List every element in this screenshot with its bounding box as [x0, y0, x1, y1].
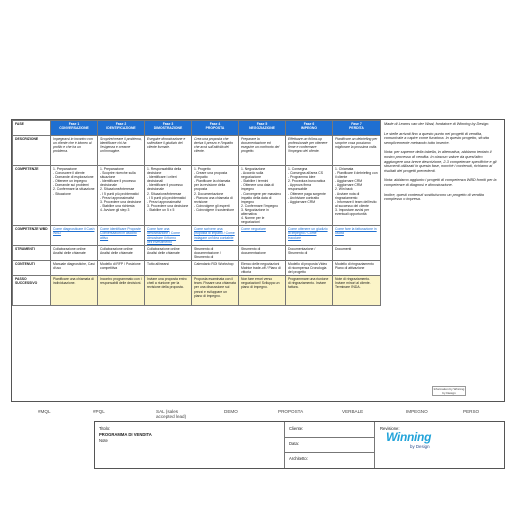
row-header: PASSO SUCCESSIVO [13, 276, 51, 306]
table-row [13, 136, 381, 166]
list-item: - Convergere per massimo impatto della data di impegno [241, 191, 282, 204]
table-cell: Collaborazione online Analisi delle chiamate [51, 245, 98, 260]
wbd-link[interactable]: Come diagnosticare il Cash WBD [51, 226, 98, 245]
table-cell [145, 166, 192, 226]
table-cell: Impegnarsi in incontro con un cliente che è idoneo al profilo e che ha un problema. [51, 136, 98, 166]
list-item: - Conoscere il cliente [53, 171, 85, 176]
list-item: - Accordo sulla negoziazione [241, 171, 264, 180]
phase-number: Fase 2 [115, 122, 127, 126]
sales-program-sheet [11, 119, 505, 402]
phase-number: Fase 3 [162, 122, 174, 126]
list-item: 1. Consegna [288, 167, 308, 171]
table-cell: Effettuare un follow-up professionale per ottenere firme e confermare l'impegno del cliente. [286, 136, 333, 166]
phase-number: Fase 1 [68, 122, 80, 126]
list-item: - Aggiornare CRM [288, 199, 316, 204]
list-item: - Situazione [53, 191, 71, 196]
title-label: Titolo: [99, 426, 111, 431]
table-cell: Non fare errori verso negoziazioni! Sviluppa un piano di impegno. [239, 276, 286, 306]
list-item: - Stabilire i termini [241, 179, 269, 184]
table-cell [286, 166, 333, 226]
table-row [13, 226, 381, 245]
list-item: - Pianura una chiamata di revisione [194, 195, 233, 204]
list-item: - Prezzi approssimativi [100, 195, 135, 200]
row-header: FASE [13, 121, 51, 136]
sales-stage-table [12, 120, 381, 306]
table-cell: Modello di RFP / Posizione competitiva [98, 260, 145, 275]
phase-header [239, 121, 286, 136]
list-item: 2. Documentazione [194, 191, 224, 196]
list-item: 1. Progetto [194, 167, 211, 171]
row-header: DESCRIZIONE [13, 136, 51, 166]
row-header: STRUMENTI [13, 245, 51, 260]
table-cell: Incontro programmato con i responsabili delle decisioni. [98, 276, 145, 306]
stage-marker: DEMO [224, 409, 238, 414]
list-item: 4. Norme per le negoziazioni [241, 216, 265, 225]
list-item: 1. Negoziazione [241, 167, 266, 171]
table-cell: Strumento di documentazione / Strumento di [192, 245, 239, 260]
phase-name: PERDITA [349, 126, 364, 131]
list-item: - Avviare nota di ringraziamento [335, 191, 360, 200]
table-cell [51, 166, 98, 226]
list-item: - Programma Idee [288, 175, 316, 180]
list-item: - Ottenere paga sorgente [288, 191, 326, 196]
list-item: - Prezzi approssimativi [147, 199, 182, 204]
table-cell: Modello di ringraziamento Piano di attivazione [333, 260, 381, 275]
stage-marker: #MQL [38, 409, 51, 414]
stage-marker: PERSO [463, 409, 480, 414]
row-header: COMPETENZE WBD [13, 226, 51, 245]
list-item: - Pianificare la chiamata per la revisione della proposta [194, 179, 231, 192]
table-cell: Note di ringraziamento. Inviare minori al cliente. Terminare l'NDA. [333, 276, 381, 306]
phase-header [192, 121, 239, 136]
table-cell: Strumento di documentazione [239, 245, 286, 260]
list-item: 2. Win back [335, 187, 353, 192]
divider [285, 452, 375, 453]
list-item: 2. Confermare la situazione [53, 187, 95, 192]
table-cell [192, 166, 239, 226]
sidebar-note: Le stelle arrivati fino a questo punto nei progetti di vendita, comunicale a capire come funziona. In questo progetto, sfrutta semplicemente metrando tutto inserire. [384, 131, 489, 145]
phase-number: Fase 6 [303, 122, 315, 126]
stage-marker: IMPEGNO [406, 409, 428, 414]
date-label: Data: [289, 441, 300, 446]
table-row [13, 260, 381, 275]
table-cell: Documentazione / Strumento di [286, 245, 333, 260]
phase-header [286, 121, 333, 136]
phase-number: Fase 4 [209, 122, 221, 126]
list-item: - Informare il team dell'esito al successo del cliente [335, 199, 377, 208]
table-cell: Proposta esaminata con il team. Fissare una chiamata per una discussione sui prezzi e sviluppare un piano di impegno. [192, 276, 239, 306]
table-cell: Collaborazione online Analisi delle chiamate [145, 245, 192, 260]
stage-marker: VERBALE [342, 409, 364, 414]
list-item: - Identificare i criteri decisionali [147, 175, 177, 184]
table-cell [333, 166, 381, 226]
table-cell: Manuale diagnostiche, Casi d'uso [51, 260, 98, 275]
phase-header [145, 121, 192, 136]
stage-marker: PROPOSTA [278, 409, 304, 414]
wbd-link[interactable]: Come ottenere un giudizio di impegno / Come tracciare [286, 226, 333, 245]
table-row [13, 166, 381, 226]
table-cell: Calendario ROI Workshop [192, 260, 239, 275]
phase-number: Fase 5 [256, 122, 268, 126]
client-label: Cliente: [289, 426, 304, 431]
table-row [13, 245, 381, 260]
info-badge: Information by Winning by Design [433, 387, 465, 395]
wbd-link[interactable]: Come fare una dimostrazione / Come dimostrare il ritorno dell'investimento [145, 226, 192, 245]
sidebar-note: Inoltre, questi contenuti sostituiscono un progetto di vendita complesso o impresa. [384, 192, 484, 202]
phase-name: PROPOSTA [205, 126, 225, 131]
list-item: 2. Situazione/interesse [147, 191, 182, 196]
list-item: - Ottenere una data di impegno [241, 183, 274, 192]
stage-marker: SAL (sales accepted lead) [156, 409, 187, 419]
table-cell: Scoprire/creare il problema, identificare chi ha l'esigenza e crearne un'immagine. [98, 136, 145, 166]
table-cell: Programmare una riunione di ringraziamento. Inviare fattura. [286, 276, 333, 306]
list-item: 2. Procedura burocratica [288, 179, 326, 184]
note-label: Note [99, 438, 108, 443]
list-item: - Aggiornare CRM [335, 183, 363, 188]
title-value: PROGRAMMA DI VENDITA [99, 432, 152, 437]
title-block [94, 421, 505, 469]
list-item: - Coinvolgere gli esperti [194, 203, 230, 208]
list-item: - Creare una proposta d'impatto [194, 171, 228, 180]
stage-markers [38, 409, 478, 417]
list-item: 2. Situazione/interesse [100, 187, 135, 192]
row-header: COMPETENZE [13, 166, 51, 226]
list-item: - Ottenere un impegno [53, 179, 87, 184]
list-item: - Aggiornare CRM [335, 179, 363, 184]
list-item: - Scoprire ricerche sulla situazione [100, 171, 136, 180]
sidebar-notes [384, 122, 502, 207]
phase-name: IMPEGNO [300, 126, 317, 131]
wbd-link[interactable]: Come scrivere una proposta di impatto / Come indagare un'idea contabile [192, 226, 239, 245]
table-cell: Crea una proposta che deriva il prezzo e l'impatto che avrà sull'attività del cliente. [192, 136, 239, 166]
wbd-link[interactable]: Come negoziare [239, 226, 286, 245]
list-item: 1. Responsabilità della decisione [147, 167, 182, 176]
wbd-link[interactable]: Come identificare Proposte Conversazioni in ascolto attivo [98, 226, 145, 245]
table-cell: Inviare una proposta entro cheil a riunione per la revisione della proposta. [145, 276, 192, 306]
logo-subtitle: by Design [410, 444, 430, 449]
table-cell: Preparare la documentazione ed eseguire un confronto del progetto. [239, 136, 286, 166]
divider [285, 437, 375, 438]
table-row [13, 121, 381, 136]
row-header: CONTENUTI [13, 260, 51, 275]
table-cell: Elenco delle negoziazioni Matrice trade-off / Piano di vittoria [239, 260, 286, 275]
table-cell: Documenti [333, 245, 381, 260]
phase-header [51, 121, 98, 136]
list-item: - Identificare il processo decisionale [100, 179, 136, 188]
list-item: - Pianificare il debriefing con il cliente [335, 171, 378, 180]
list-item: - Archiviare contratto [288, 195, 320, 200]
list-item: 3. Procedere una decisione [100, 199, 142, 204]
list-item: 1. Chiamata [335, 167, 354, 171]
architect-label: Architetto: [289, 456, 308, 461]
phase-name: IDENTIFICAZIONE [106, 126, 136, 131]
revision-label: Revisione: [380, 426, 400, 431]
wbd-link[interactable]: Come fare la fatturazione in uscita [333, 226, 381, 245]
table-cell: Collaborazione online Analisi delle chiamate [98, 245, 145, 260]
list-item: 3. Negoziazione in alternativa [241, 207, 269, 217]
list-item: - Domande di esplorazione [53, 175, 94, 180]
phase-name: NEGOZIAZIONE [249, 126, 275, 131]
table-row [13, 276, 381, 306]
table-cell: Modello di proposta Video di ricompensa Cronologia del progetto [286, 260, 333, 275]
phase-name: CONVERSAZIONE [59, 126, 89, 131]
list-item: - I 5 punti più problematici [100, 191, 139, 196]
sidebar-note: Nota: per saperne della tabella, in alternativa, abbiamo tentato il nostro processo di vendita. In ciascun valore da quest'altro aggiungere una breve descrizione, 2-3 competenze specifiche e gli strumenti utilizzati in questa fase, nonché i contenuti, richiamo ai risultati dei progetti precedenti. [384, 150, 497, 173]
sidebar-note: Made di Learns van der Waal, fondatore di Winning by Design. [384, 122, 490, 126]
table-cell: Pianificare una chiamata di individuazione. [51, 276, 98, 306]
list-item: - Domande sui problemi [53, 183, 89, 188]
list-item: 3. Procedere una decisione [147, 203, 189, 208]
list-item: 3. Impostare avvisi per eventuali opportunità [335, 207, 370, 217]
table-cell: Tutto allinearsi [145, 260, 192, 275]
title-cell [95, 422, 285, 468]
table-cell: Eseguire dimostrazione e sollecitare il giudizio del cliente formale. [145, 136, 192, 166]
stage-marker: #PQL [93, 409, 105, 414]
phase-number: Fase 7 [351, 122, 362, 126]
phase-header [98, 121, 145, 136]
list-item: - Approva firma responsabile [288, 183, 311, 192]
table-cell: Pianificare un debriefing per scoprire cosa possiamo migliorare la prossima volta. [333, 136, 381, 166]
list-item: 4. Avviare gli step 3 [100, 207, 130, 212]
phase-header [333, 121, 381, 136]
list-item: - Coinvolgere il sostenitore [194, 207, 235, 212]
winning-logo [386, 430, 431, 444]
list-item: - Consegna all'area CS [288, 171, 323, 176]
list-item: - Stabilire una richiesta [100, 203, 135, 208]
list-item: - Identificare il processo decisionale [147, 183, 183, 192]
list-item: 2. Confermare l'impegno [241, 203, 279, 208]
list-item: - Stabilire un 5 x 5 [147, 207, 175, 212]
table-cell [98, 166, 145, 226]
sidebar-note: Nota: abbiamo aggiunto i progetti di competenza WBD forniti per la competenze di diagnosi e dimostrazione. [384, 178, 497, 187]
list-item: 1. Preparazione [53, 167, 77, 171]
table-cell [239, 166, 286, 226]
list-item: 1. Preparazione [100, 167, 124, 171]
phase-name: DIMOSTRAZIONE [153, 126, 183, 131]
logo-main: Winning [386, 430, 432, 444]
list-item: - I 5 punti più problematici [147, 195, 186, 200]
